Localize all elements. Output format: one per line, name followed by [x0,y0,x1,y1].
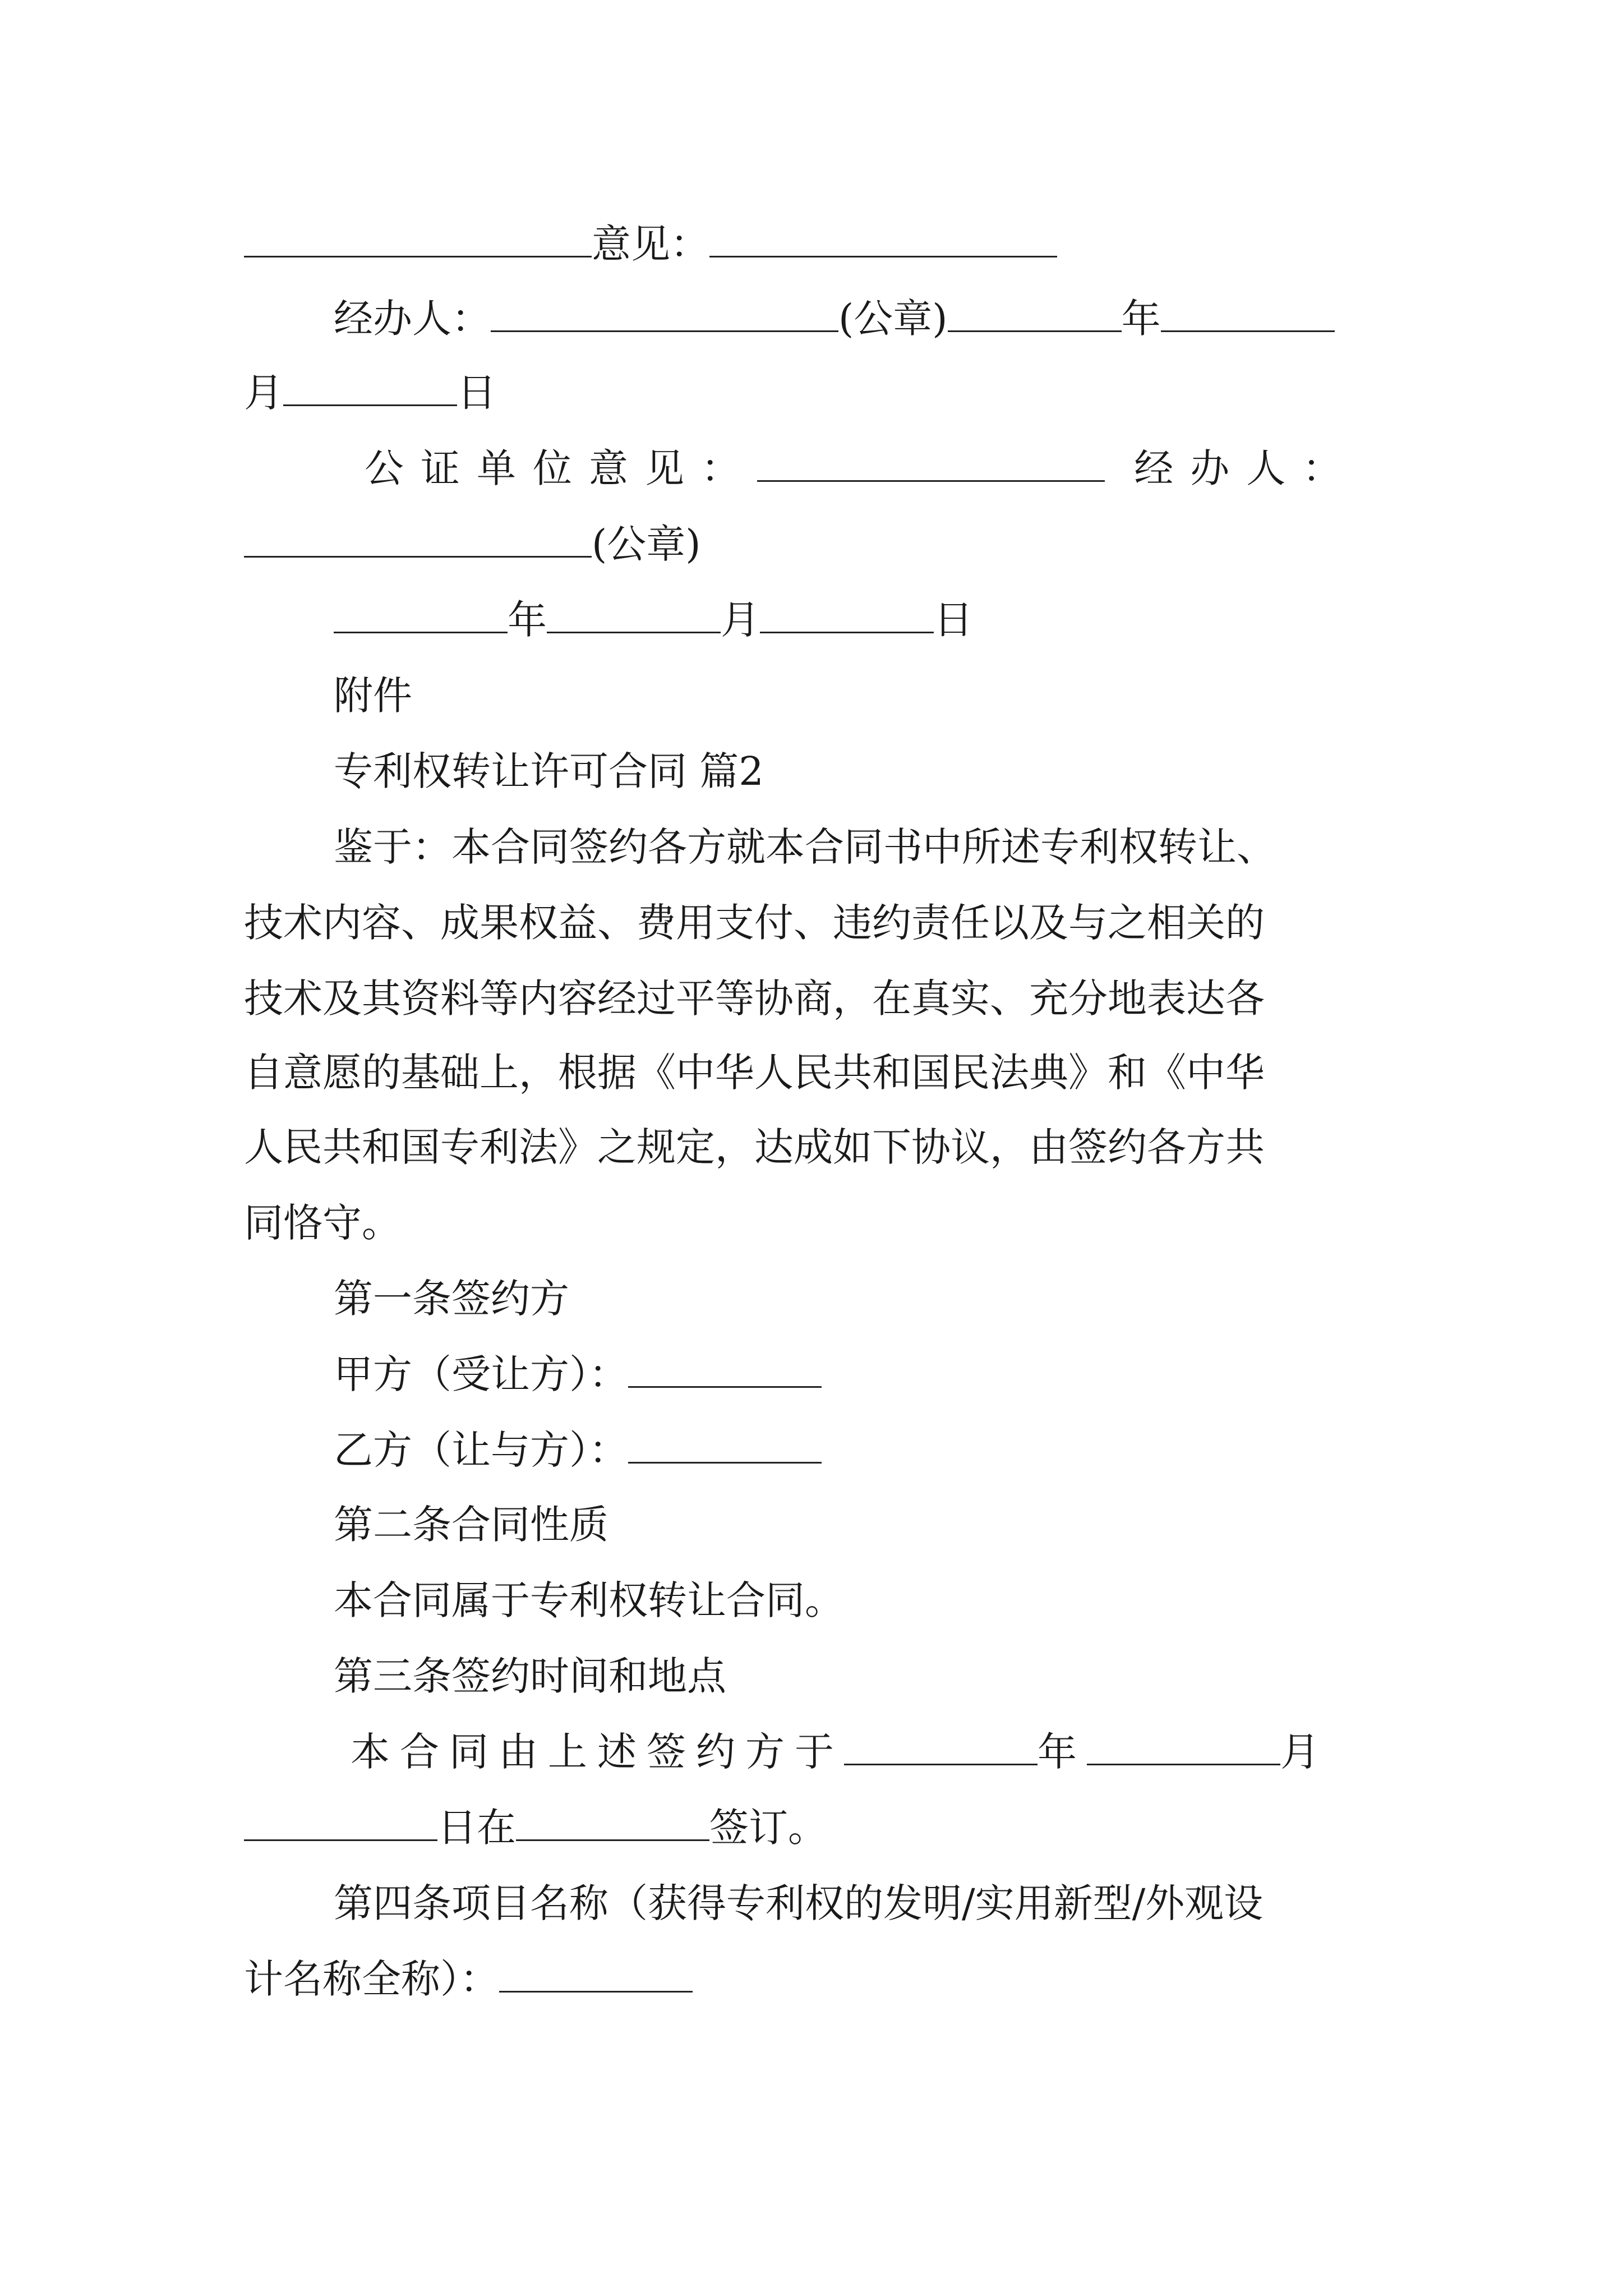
paragraph-line: 同恪守。 [244,1200,401,1246]
signing-date-line [351,1724,1330,1780]
blank-field [1087,1729,1280,1765]
date-line [334,592,973,648]
year-label: 年 [508,597,547,643]
blank-field [283,370,457,406]
party-a-line [334,1346,822,1402]
blank-field [244,1805,437,1841]
handler-label: 经办人： [1134,445,1359,491]
article-2-body: 本合同属于专利权转让合同。 [334,1577,844,1623]
blank-field [757,445,1105,482]
signed-label: 签订。 [709,1805,827,1851]
blank-field [491,296,838,332]
notary-opinion-line [365,440,1358,496]
signing-text: 本合同由上述签约方于 [351,1729,844,1775]
section-title: 专利权转让许可合同 篇2 [334,748,764,794]
blank-field [244,221,592,257]
blank-field [844,1729,1038,1765]
paragraph-line: 自意愿的基础上，根据《中华人民共和国民法典》和《中华 [244,1050,1265,1096]
blank-field [244,521,592,558]
handler-label: 经办人： [334,296,491,342]
day-label: 日 [934,597,973,643]
blank-field [547,597,721,633]
month-day-line [244,365,496,421]
blank-field [499,1956,693,1993]
seal-label: (公章) [838,296,948,342]
month-label: 月 [721,597,760,643]
attachment-heading: 附件 [334,673,412,719]
paragraph-line: 鉴于：本合同签约各方就本合同书中所述专利权转让、 [334,824,1276,870]
blank-field [628,1351,822,1388]
article-4-line-2 [244,1951,693,2007]
blank-field [334,597,508,633]
handler-seal-line [334,291,1335,347]
blank-field [628,1427,822,1464]
seal-line [244,516,701,572]
paragraph-line: 技术内容、成果权益、费用支付、违约责任以及与之相关的 [244,900,1265,946]
article-4-label: 计名称全称）： [244,1956,499,2002]
signing-place-line [244,1800,827,1856]
blank-field [760,597,934,633]
opinion-label: 意见： [592,221,709,267]
article-2-heading: 第二条合同性质 [334,1502,608,1548]
month-label: 月 [1280,1729,1330,1775]
blank-field [948,296,1122,332]
opinion-line [244,216,1057,272]
party-b-label: 乙方（让与方）： [334,1427,628,1473]
day-label: 日 [457,370,496,416]
article-4-line: 第四条项目名称（获得专利权的发明/实用新型/外观设 [334,1880,1264,1926]
year-label: 年 [1121,296,1161,342]
party-b-line [334,1422,822,1478]
article-1-heading: 第一条签约方 [334,1276,569,1322]
blank-field [516,1805,709,1841]
year-label: 年 [1038,1729,1087,1775]
party-a-label: 甲方（受让方）： [334,1351,628,1397]
blank-field [709,221,1057,257]
day-at-label: 日在 [437,1805,516,1851]
blank-field [1161,296,1335,332]
month-label: 月 [244,370,283,416]
paragraph-line: 技术及其资料等内容经过平等协商，在真实、充分地表达各 [244,976,1265,1022]
paragraph-line: 人民共和国专利法》之规定，达成如下协议，由签约各方共 [244,1124,1265,1170]
article-3-heading: 第三条签约时间和地点 [334,1653,726,1699]
notary-opinion-label: 公证单位意见： [365,445,757,491]
seal-label: (公章) [592,521,701,567]
